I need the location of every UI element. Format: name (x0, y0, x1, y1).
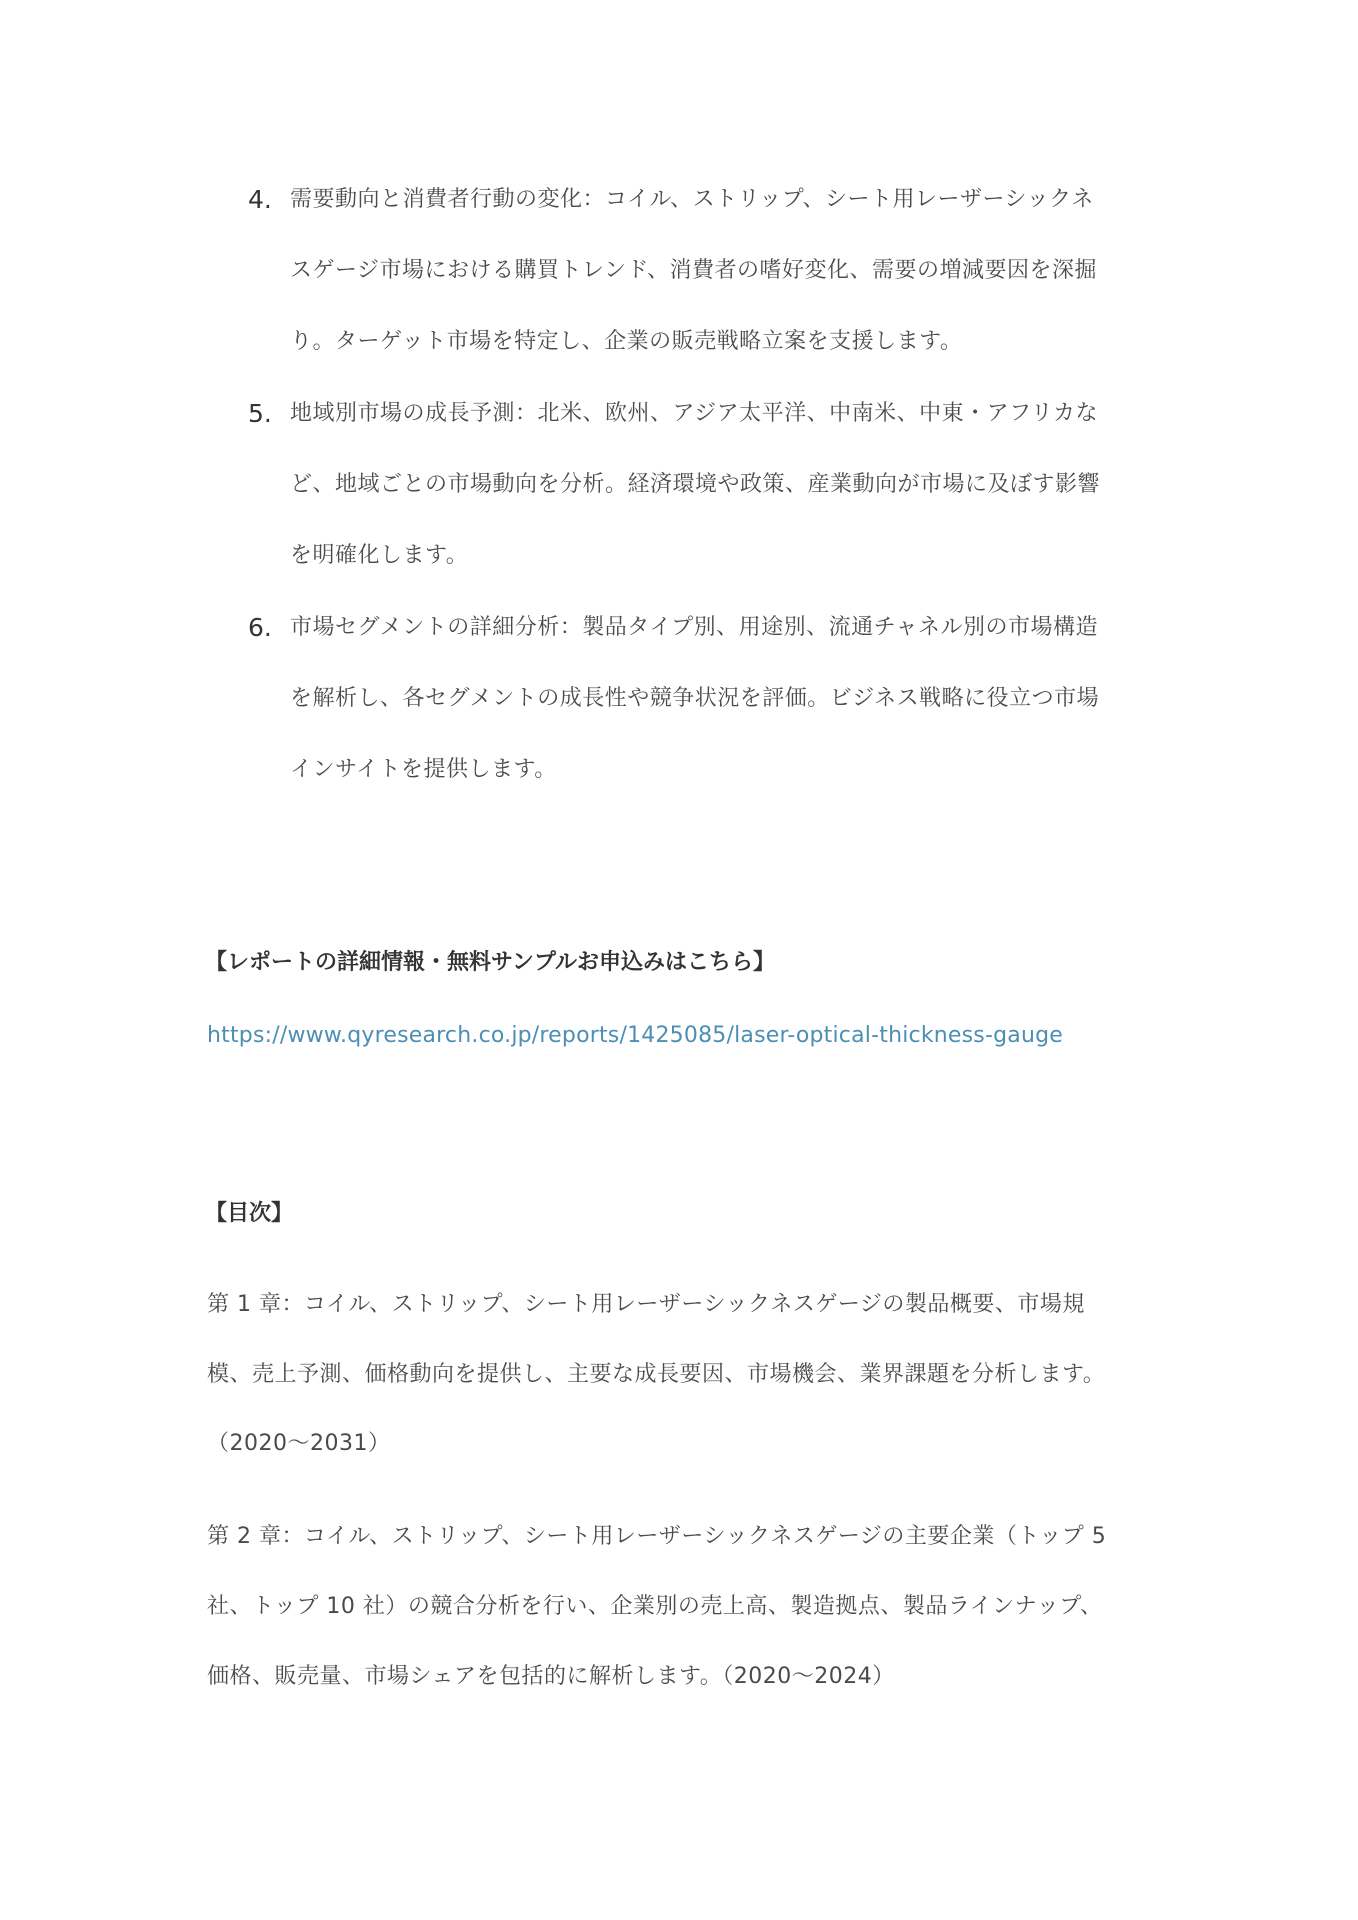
list-number: 4. (248, 185, 272, 214)
list-item-text-line: 地域別市場の成長予測：北米、欧州、アジア太平洋、中南米、中東・アフリカな (290, 401, 1099, 426)
list-number: 5. (248, 399, 272, 428)
chapter-1-text-line: 第 1 章：コイル、ストリップ、シート用レーザーシックネスゲージの製品概要、市場規 (207, 1292, 1085, 1317)
list-item-text-line: り。ターゲット市場を特定し、企業の販売戦略立案を支援します。 (290, 329, 963, 354)
list-item-text-line: ど、地域ごとの市場動向を分析。経済環境や政策、産業動向が市場に及ぼす影響 (290, 472, 1101, 497)
list-number: 6. (248, 613, 272, 642)
list-item-text-line: 市場セグメントの詳細分析：製品タイプ別、用途別、流通チャネル別の市場構造 (290, 615, 1099, 640)
list-item-text-line: インサイトを提供します。 (290, 757, 557, 782)
list-item-text-line: スゲージ市場における購買トレンド、消費者の嗜好変化、需要の増減要因を深掘 (290, 258, 1098, 283)
chapter-2-text-line: 第 2 章：コイル、ストリップ、シート用レーザーシックネスゲージの主要企業（トップ 5 (207, 1524, 1107, 1549)
chapter-2-text-line: 価格、販売量、市場シェアを包括的に解析します。（2020～2024） (207, 1664, 895, 1689)
report-link[interactable]: https://www.qyresearch.co.jp/reports/1425085/laser-optical-thickness-gauge (207, 1023, 1063, 1048)
list-item-text-line: 需要動向と消費者行動の変化：コイル、ストリップ、シート用レーザーシックネ (290, 187, 1094, 212)
list-item-text-line: を解析し、各セグメントの成長性や競争状況を評価。ビジネス戦略に役立つ市場 (290, 686, 1100, 711)
chapter-1-text-line: 模、売上予測、価格動向を提供し、主要な成長要因、市場機会、業界課題を分析します。 (207, 1362, 1106, 1387)
chapter-1-text-line: （2020～2031） (207, 1431, 391, 1456)
list-item-text-line: を明確化します。 (290, 543, 469, 568)
report-info-heading: 【レポートの詳細情報・無料サンプルお申込みはこちら】 (205, 950, 776, 975)
chapter-2-text-line: 社、トップ 10 社）の競合分析を行い、企業別の売上高、製造拠点、製品ラインナップ、 (207, 1594, 1103, 1619)
toc-heading: 【目次】 (205, 1201, 294, 1226)
